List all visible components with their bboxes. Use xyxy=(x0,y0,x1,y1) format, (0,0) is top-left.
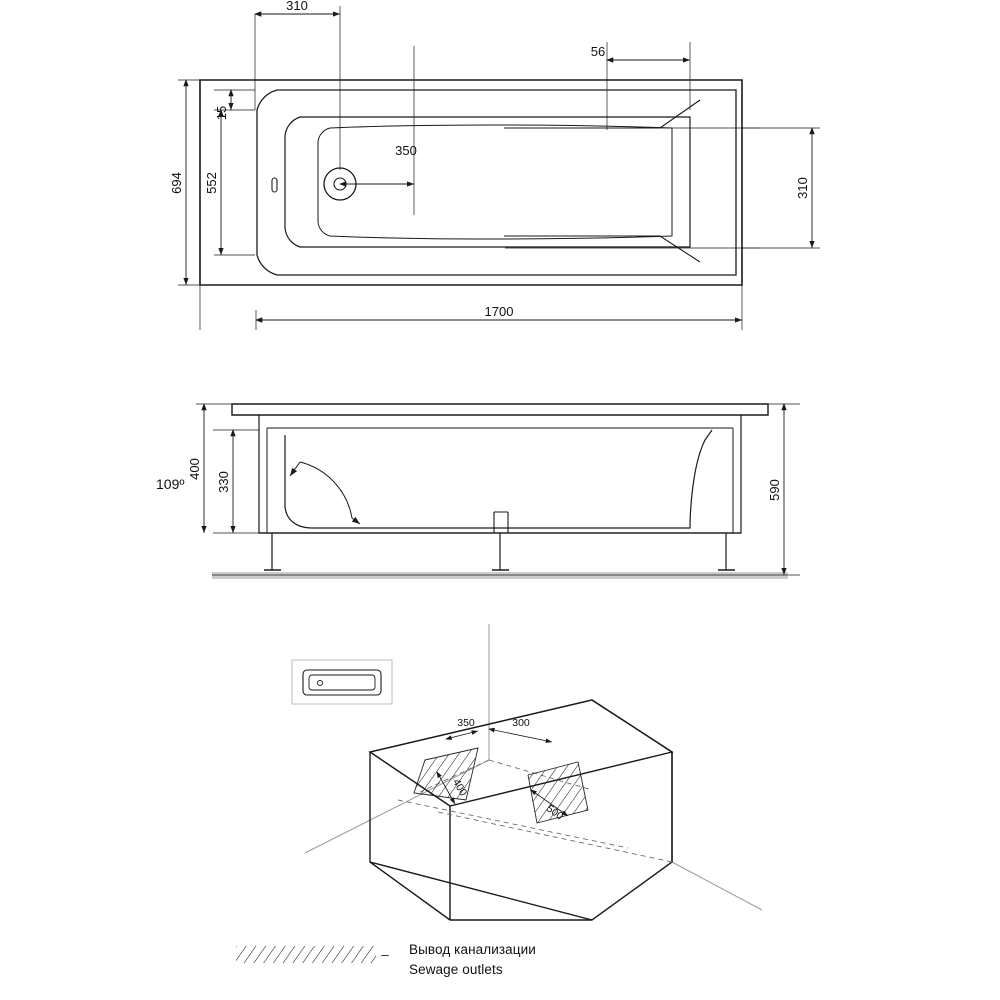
dimension-label-iso-400: 400 xyxy=(450,776,470,799)
dimension-label-top-552: 552 xyxy=(204,172,219,194)
dimension-top-552 xyxy=(204,110,221,255)
dimension-top-310-right xyxy=(795,128,812,248)
top-view-extension-lines xyxy=(178,6,820,330)
dimension-front-330 xyxy=(216,430,233,533)
dimension-label-top-350: 350 xyxy=(395,143,417,158)
dimension-label-top-15: 15 xyxy=(214,105,229,121)
dimension-label-iso-500: 500 xyxy=(544,802,566,823)
dimension-label-front-400: 400 xyxy=(187,458,202,480)
sewage-hatch-swatch xyxy=(236,946,376,963)
top-view-outline xyxy=(200,80,742,285)
dimension-label-front-330: 330 xyxy=(216,471,231,493)
dimension-front-400 xyxy=(187,404,204,533)
dimension-label-front-590: 590 xyxy=(767,479,782,501)
iso-thumbnail-plan xyxy=(292,660,392,704)
front-view-extension-lines xyxy=(196,404,800,575)
legend-label-en: Sewage outlets xyxy=(409,962,503,977)
dimension-label-front-angle: 109º xyxy=(156,476,185,492)
angle-arc xyxy=(300,462,352,518)
dimension-top-15 xyxy=(214,90,231,120)
dimension-front-590 xyxy=(767,404,784,575)
front-drain-stub xyxy=(494,512,508,533)
top-view xyxy=(169,0,820,330)
dimension-label-top-310-right: 310 xyxy=(795,177,810,199)
dimension-label-top-310: 310 xyxy=(286,0,308,13)
dimension-top-56 xyxy=(591,42,690,110)
dimension-label-top-1700: 1700 xyxy=(484,304,514,319)
dimension-top-694 xyxy=(169,80,186,285)
iso-tub-box xyxy=(370,700,672,920)
support-legs xyxy=(264,533,735,570)
overflow-slot xyxy=(272,178,277,192)
dimension-top-350 xyxy=(340,143,417,184)
dimension-label-top-56: 56 xyxy=(590,44,606,59)
front-view-outline xyxy=(110,404,788,579)
legend-label-ru: Вывод канализации xyxy=(409,942,536,957)
dimension-top-1700 xyxy=(256,304,742,320)
dimension-label-iso-350: 350 xyxy=(457,717,475,729)
isometric-view xyxy=(292,624,762,920)
floor-band xyxy=(212,572,788,579)
dimension-label-top-694: 694 xyxy=(169,172,184,194)
dimension-label-iso-300: 300 xyxy=(512,717,530,729)
legend xyxy=(236,946,389,963)
dimension-top-310 xyxy=(255,0,340,14)
iso-reference-lines xyxy=(305,624,762,910)
front-view xyxy=(110,404,800,579)
legend-dash: – xyxy=(381,947,389,962)
